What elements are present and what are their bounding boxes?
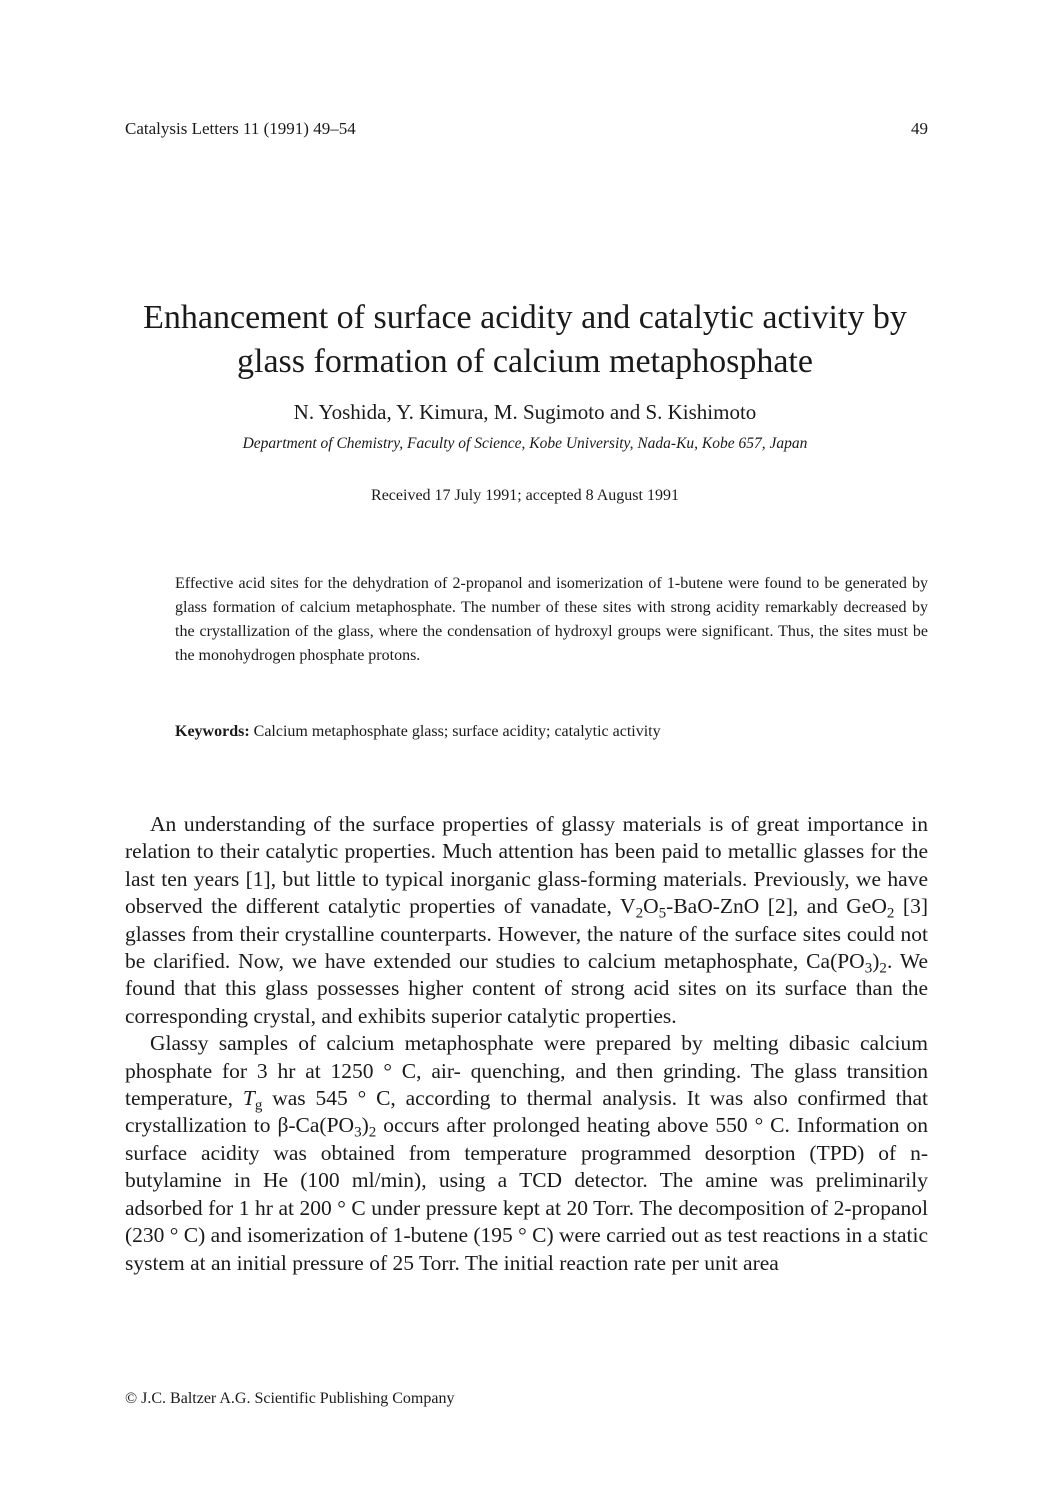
p2-text-1: Glassy samples of calcium metaphosphate were prepared by melting dibasic calcium phosphate for 3 hr at 1250 ° C, air- quenching, and then grinding. The glass transition temperature, (125, 1031, 928, 1111)
title-line-2: glass formation of calcium metaphosphate (237, 343, 813, 380)
p1-close-sub: 2 (879, 960, 887, 977)
p1-text-4: . We found that this glass possesses higher content of strong acid sites on its surface than the corresponding crystal, and exhibits superior catalytic properties. (125, 949, 928, 1028)
p2-text-2: was 545 ° C, according to thermal analysis. It was also confirmed that crystallization to β-Ca(PO (125, 1086, 928, 1138)
p1-text-2: -BaO-ZnO [2], and GeO (666, 894, 887, 919)
p1-o-sub: 5 (658, 905, 667, 922)
p1-text-3: [3] glasses from their crystalline counterparts. However, the nature of the surface sites could not be clarified. Now, we have extended our studies to calcium metaphosphate, Ca(PO (125, 894, 928, 974)
p2-tg-sub: g (254, 1097, 263, 1114)
keywords (175, 723, 928, 741)
abstract: Effective acid sites for the dehydration of 2-propanol and isomerization of 1-butene were found to be generated by glass formation of calcium metaphosphate. The number of these sites with strong acidity remarkably decreased by the crystallization of the glass, where the condensation of hydroxyl groups were significant. Thus, the sites must be the monohydrogen phosphate protons. (175, 575, 928, 664)
p1-ge-sub: 2 (886, 905, 895, 922)
p1-o: O (643, 894, 659, 919)
p2-close-sub: 2 (368, 1124, 377, 1141)
p2-text-3: occurs after prolonged heating above 550 ° C. Information on surface acidity was obtained from temperature programmed desorption (TPD) of n-butylamine in He (100 ml/min), using a TCD detector. The amine was preliminarily adsorbed for 1 hr at 200 ° C under pressure kept at 20 Torr. The decomposition of 2-propanol (230 ° C) and isomerization of 1-butene (195 ° C) were carried out as test reactions in a static system at an initial pressure of 25 Torr. The initial reaction rate per unit area (125, 1113, 928, 1275)
p1-close: ) (872, 949, 880, 974)
p1-text-1: An understanding of the surface properties of glassy materials is of great importance in relation to their catalytic properties. Much attention has been paid to metallic glasses for the last ten years [1], but little to typical inorganic glass-forming materials. Previously, we have observed the different catalytic properties of vanadate, (125, 812, 928, 919)
body-text (125, 811, 928, 1277)
paper-title (100, 296, 950, 384)
p2-po-sub: 3 (354, 1124, 362, 1141)
paragraph-1 (125, 811, 928, 1030)
affiliation: Department of Chemistry, Faculty of Science, Kobe University, Nada-Ku, Kobe 657, Japan (242, 435, 808, 452)
keywords-label: Keywords: (175, 723, 250, 740)
page-number: 49 (911, 119, 928, 138)
authors: N. Yoshida, Y. Kimura, M. Sugimoto and S. Kishimoto (293, 400, 757, 424)
p1-po-sub: 3 (864, 960, 873, 977)
running-head: Catalysis Letters 11 (1991) 49–54 (125, 119, 356, 138)
p1-v-sub: 2 (635, 905, 644, 922)
received-dates: Received 17 July 1991; accepted 8 August 1991 (371, 487, 679, 504)
paragraph-2 (125, 1030, 928, 1277)
title-line-1: Enhancement of surface acidity and catalytic activity by (143, 299, 907, 336)
p2-close: ) (361, 1113, 369, 1138)
p1-v: V (620, 894, 636, 919)
keywords-text: Calcium metaphosphate glass; surface acidity; catalytic activity (253, 723, 661, 740)
p2-tg: T (242, 1086, 255, 1111)
copyright-footer: © J.C. Baltzer A.G. Scientific Publishing Company (125, 1390, 455, 1407)
